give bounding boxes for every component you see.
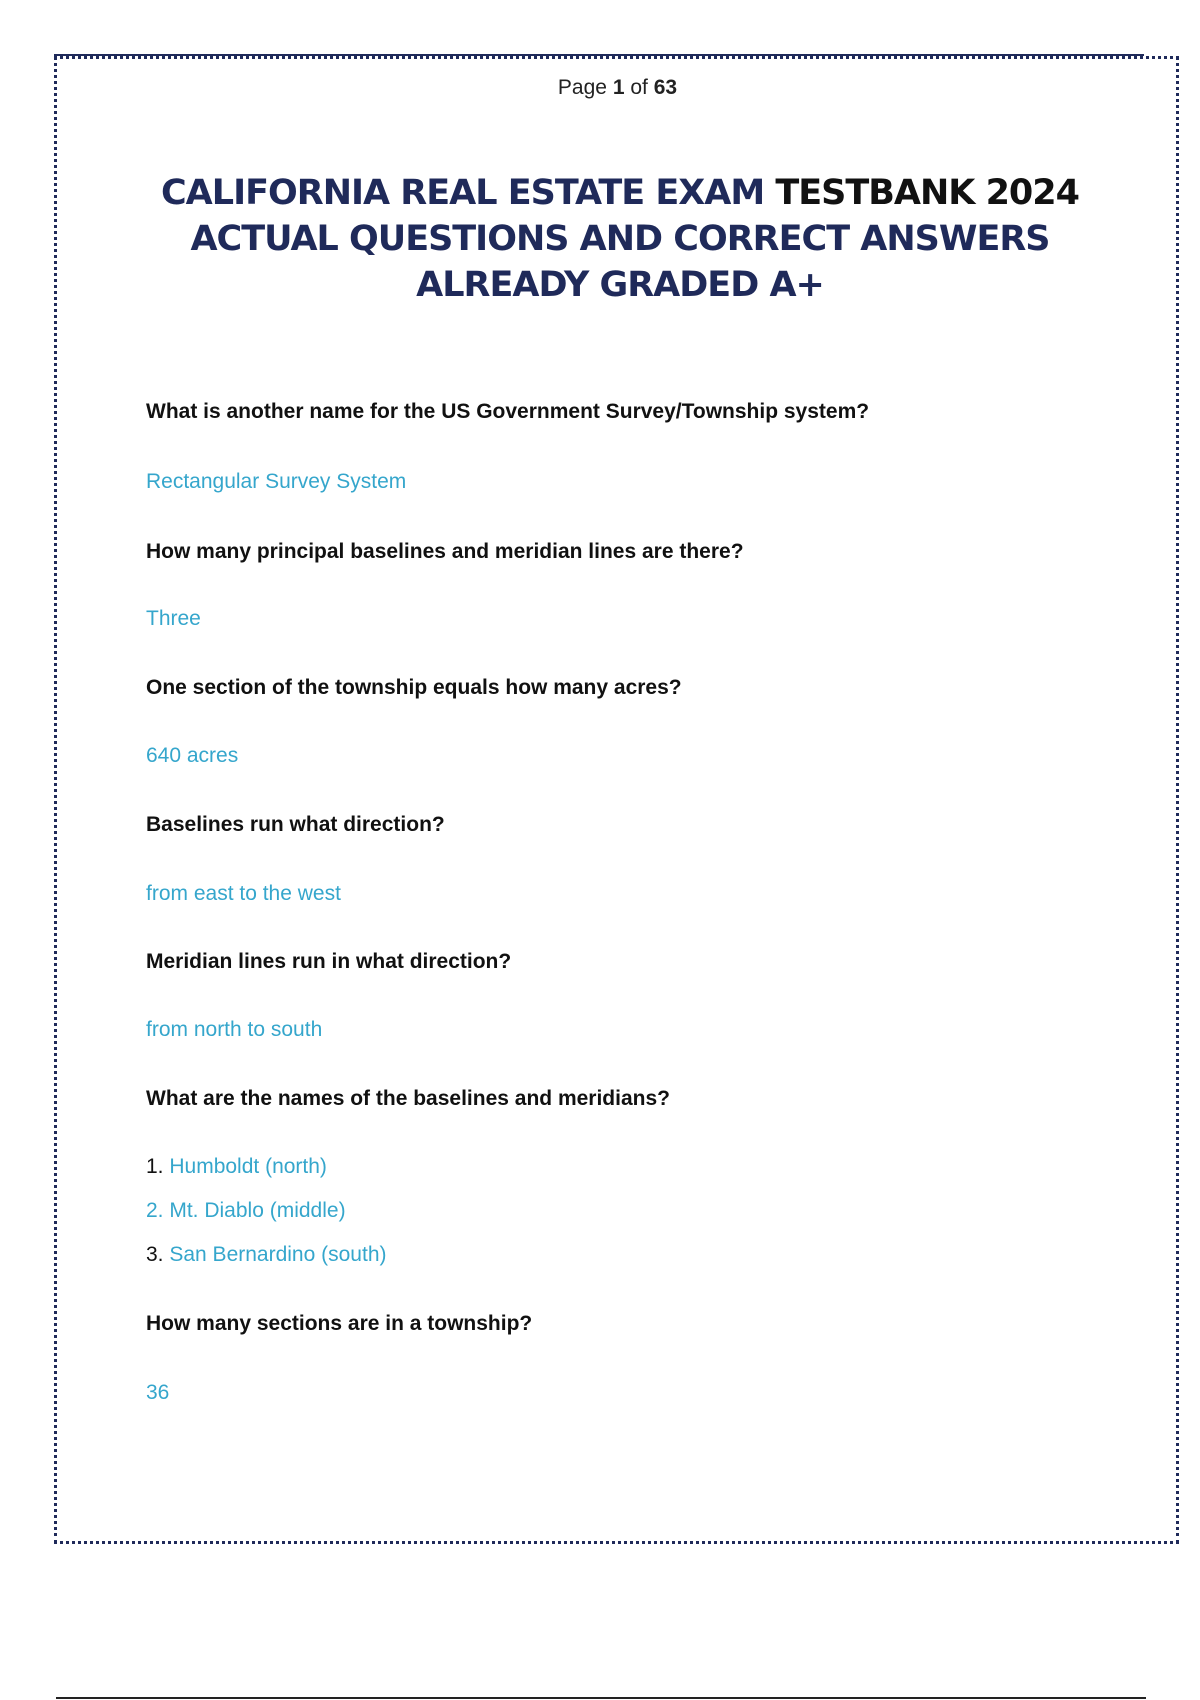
list-text-1: Humboldt (north) xyxy=(169,1155,327,1178)
title-line-3: ALREADY GRADED A+ xyxy=(416,265,824,305)
title-line-1-part-1: CALIFORNIA REAL ESTATE EXAM xyxy=(161,173,765,213)
of-word: of xyxy=(630,76,648,99)
baseline-list-item-1 xyxy=(146,1155,1106,1179)
title-line-1 xyxy=(120,170,1120,216)
footer-rule xyxy=(56,1697,1146,1699)
baseline-list-item-2 xyxy=(146,1199,1106,1223)
baseline-list-item-3 xyxy=(146,1243,1106,1267)
current-page-number: 1 xyxy=(612,76,625,99)
question-7: How many sections are in a township? xyxy=(146,1312,533,1335)
answer-3: 640 acres xyxy=(146,744,239,767)
question-6: What are the names of the baselines and meridians? xyxy=(146,1087,670,1110)
list-number-3: 3. xyxy=(146,1243,164,1266)
document-title xyxy=(120,170,1120,308)
question-4: Baselines run what direction? xyxy=(146,813,445,836)
title-line-1-part-2: TESTBANK 2024 xyxy=(775,173,1079,213)
question-2: How many principal baselines and meridian lines are there? xyxy=(146,540,744,563)
answer-1: Rectangular Survey System xyxy=(146,470,407,493)
question-3: One section of the township equals how many acres? xyxy=(146,676,682,699)
list-text-2: Mt. Diablo (middle) xyxy=(169,1199,346,1222)
answer-7: 36 xyxy=(146,1381,170,1404)
list-number-1: 1. xyxy=(146,1155,164,1178)
total-pages-number: 63 xyxy=(653,76,678,99)
answer-5: from north to south xyxy=(146,1018,323,1041)
page-counter xyxy=(0,76,1200,100)
page-word: Page xyxy=(557,76,607,99)
title-line-2: ACTUAL QUESTIONS AND CORRECT ANSWERS xyxy=(190,219,1050,259)
list-number-2: 2. xyxy=(146,1199,164,1222)
list-text-3: San Bernardino (south) xyxy=(169,1243,387,1266)
answer-4: from east to the west xyxy=(146,882,341,905)
question-1: What is another name for the US Government Survey/Township system? xyxy=(146,400,870,423)
question-5: Meridian lines run in what direction? xyxy=(146,950,512,973)
answer-2: Three xyxy=(146,607,201,630)
